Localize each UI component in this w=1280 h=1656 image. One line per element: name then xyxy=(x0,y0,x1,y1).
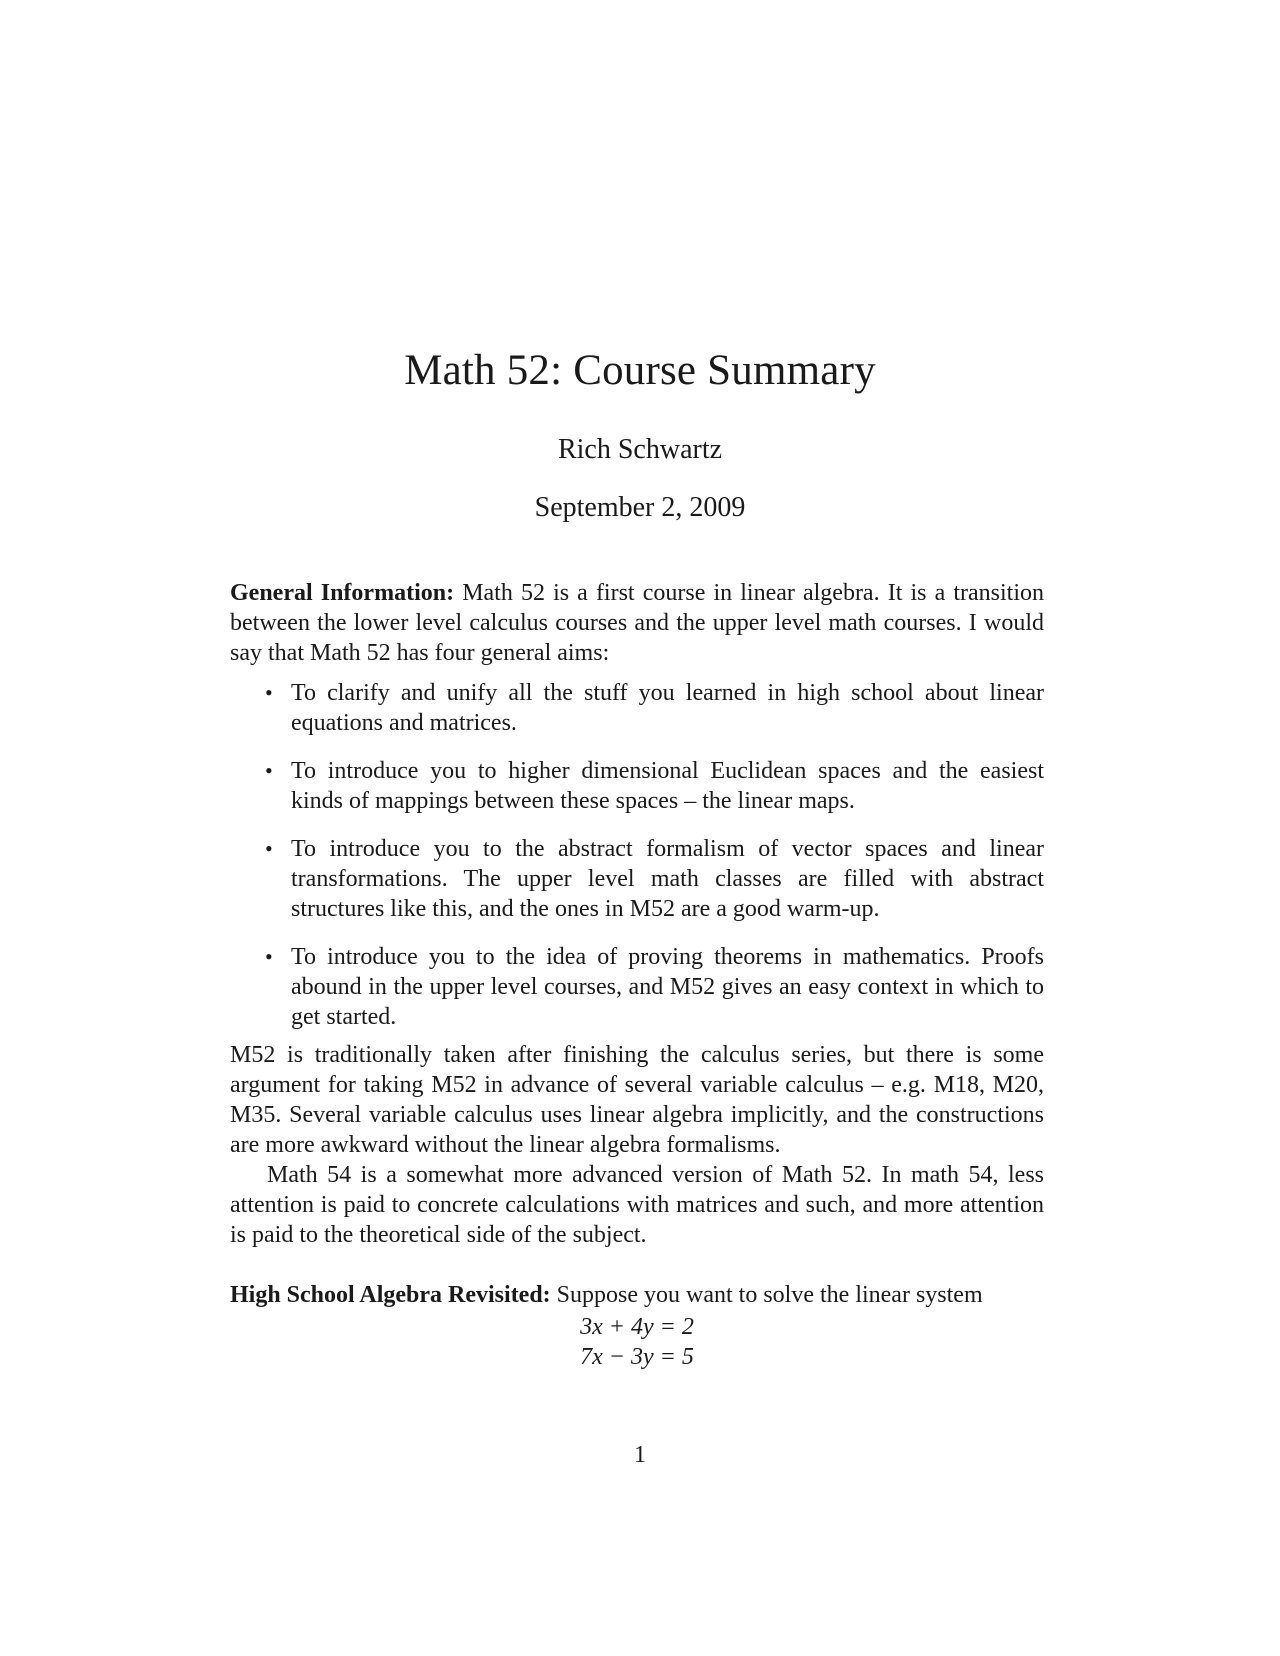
bullet-icon: • xyxy=(265,680,273,705)
high-school-algebra-heading: High School Algebra Revisited: xyxy=(230,1282,551,1308)
list-item xyxy=(265,834,1044,924)
bullet-icon: • xyxy=(265,944,273,969)
bullet-icon: • xyxy=(265,758,273,783)
linear-system xyxy=(230,1312,1044,1372)
list-item xyxy=(265,942,1044,1032)
author-name: Rich Schwartz xyxy=(557,434,723,465)
bullet-icon: • xyxy=(265,836,273,861)
list-item xyxy=(265,756,1044,816)
high-school-algebra-intro: Suppose you want to solve the linear system xyxy=(556,1282,983,1308)
aim-text: To clarify and unify all the stuff you learned in high school about linear equations and matrices. xyxy=(291,680,1044,736)
aim-text: To introduce you to higher dimensional Euclidean spaces and the easiest kinds of mappings between these spaces – the linear maps. xyxy=(291,758,1044,814)
high-school-algebra-paragraph xyxy=(230,1280,1044,1310)
page-number: 1 xyxy=(634,1442,646,1468)
general-information-paragraph xyxy=(230,578,1044,668)
general-information-heading: General Information: xyxy=(230,580,455,606)
aim-text: To introduce you to the idea of proving theorems in mathematics. Proofs abound in the upper level courses, and M52 gives an easy context in which to get started. xyxy=(291,944,1044,1030)
aims-list xyxy=(230,678,1044,1032)
document-date: September 2, 2009 xyxy=(534,492,746,523)
aim-text: To introduce you to the abstract formalism of vector spaces and linear transformations. The upper level math classes are filled with abstract structures like this, and the ones in M52 are a good warm-up. xyxy=(291,836,1044,922)
list-item xyxy=(265,678,1044,738)
page-title: Math 52: Course Summary xyxy=(404,347,876,394)
equation-line: 3x + 4y = 2 xyxy=(580,1314,694,1340)
general-information-intro: Math 52 is a first course in linear algebra. It is a transition between the lower level calculus courses and the upper level math courses. I would say that Math 52 has four general aims: xyxy=(230,580,1044,666)
math-54-paragraph: Math 54 is a somewhat more advanced version of Math 52. In math 54, less attention is paid to concrete calculations with matrices and such, and more attention is paid to the theoretical side of the subject. xyxy=(230,1162,1044,1248)
equation-line: 7x − 3y = 5 xyxy=(580,1344,694,1370)
prerequisite-paragraph: M52 is traditionally taken after finishing the calculus series, but there is some argument for taking M52 in advance of several variable calculus – e.g. M18, M20, M35. Several variable calculus uses linear algebra implicitly, and the constructions are more awkward without the linear algebra formalisms. xyxy=(230,1042,1044,1158)
document-body xyxy=(230,578,1044,1372)
